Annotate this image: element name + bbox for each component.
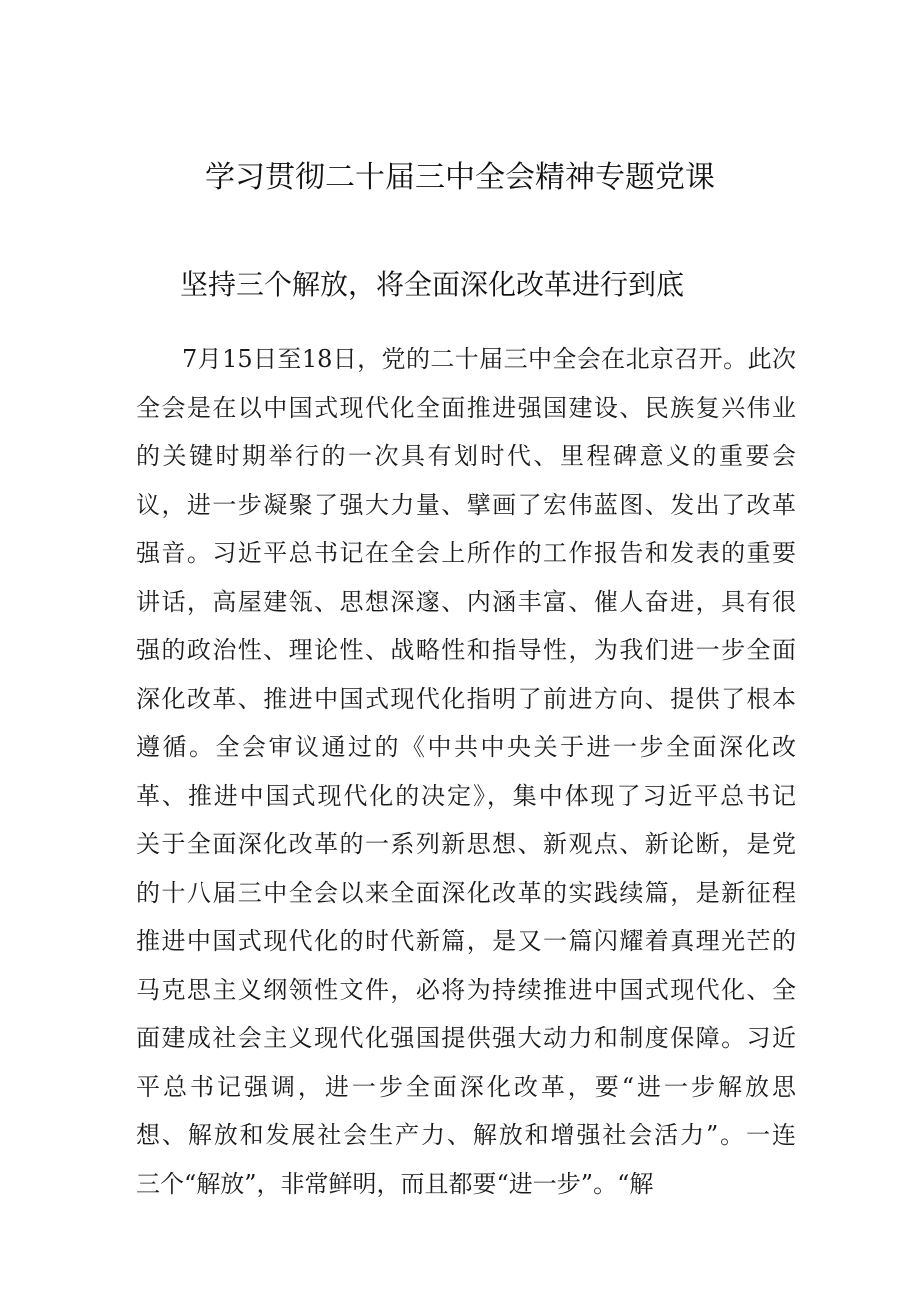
paragraph-line: 讲话，高屋建瓴、思想深邃、内涵丰富、催人奋进，具有很	[136, 587, 796, 616]
paragraph-line: 推进中国式现代化的时代新篇，是又一篇闪耀着真理光芒的	[136, 927, 796, 955]
body-paragraph	[136, 335, 796, 1208]
paragraph-line: 革、推进中国式现代化的决定》，集中体现了习近平总书记	[136, 781, 796, 810]
paragraph-line: 遵循。全会审议通过的《中共中央关于进一步全面深化改	[136, 733, 796, 761]
paragraph-line: 的关键时期举行的一次具有划时代、里程碑意义的重要会	[136, 442, 796, 470]
paragraph-line: 强音。习近平总书记在全会上所作的工作报告和发表的重要	[136, 539, 796, 567]
paragraph-line: 马克思主义纲领性文件，必将为持续推进中国式现代化、全	[136, 975, 796, 1004]
paragraph-line: 想、解放和发展社会生产力、解放和增强社会活力”。一连	[136, 1121, 796, 1149]
paragraph-line: 深化改革、推进中国式现代化指明了前进方向、提供了根本	[136, 684, 796, 713]
paragraph-line: 平总书记强调，进一步全面深化改革，要“进一步解放思	[136, 1072, 796, 1101]
paragraph-line: 全会是在以中国式现代化全面推进强国建设、民族复兴伟业	[136, 393, 796, 422]
paragraph-line: 关于全面深化改革的一系列新思想、新观点、新论断，是党	[136, 830, 796, 858]
paragraph-line: 的十八届三中全会以来全面深化改革的实践续篇，是新征程	[136, 878, 796, 907]
paragraph-line: 面建成社会主义现代化强国提供强大动力和制度保障。习近	[136, 1024, 796, 1052]
paragraph-line: 7月15日至18日，党的二十届三中全会在北京召开。此次	[182, 345, 796, 373]
paragraph-line: 强的政治性、理论性、战略性和指导性，为我们进一步全面	[136, 636, 796, 664]
document-title: 学习贯彻二十届三中全会精神专题党课	[205, 160, 715, 195]
document-subtitle: 坚持三个解放，将全面深化改革进行到底	[180, 268, 685, 301]
paragraph-line: 三个“解放”，非常鲜明，而且都要“进一步”。“解	[136, 1169, 654, 1198]
paragraph-line: 议，进一步凝聚了强大力量、擘画了宏伟蓝图、发出了改革	[136, 490, 796, 519]
